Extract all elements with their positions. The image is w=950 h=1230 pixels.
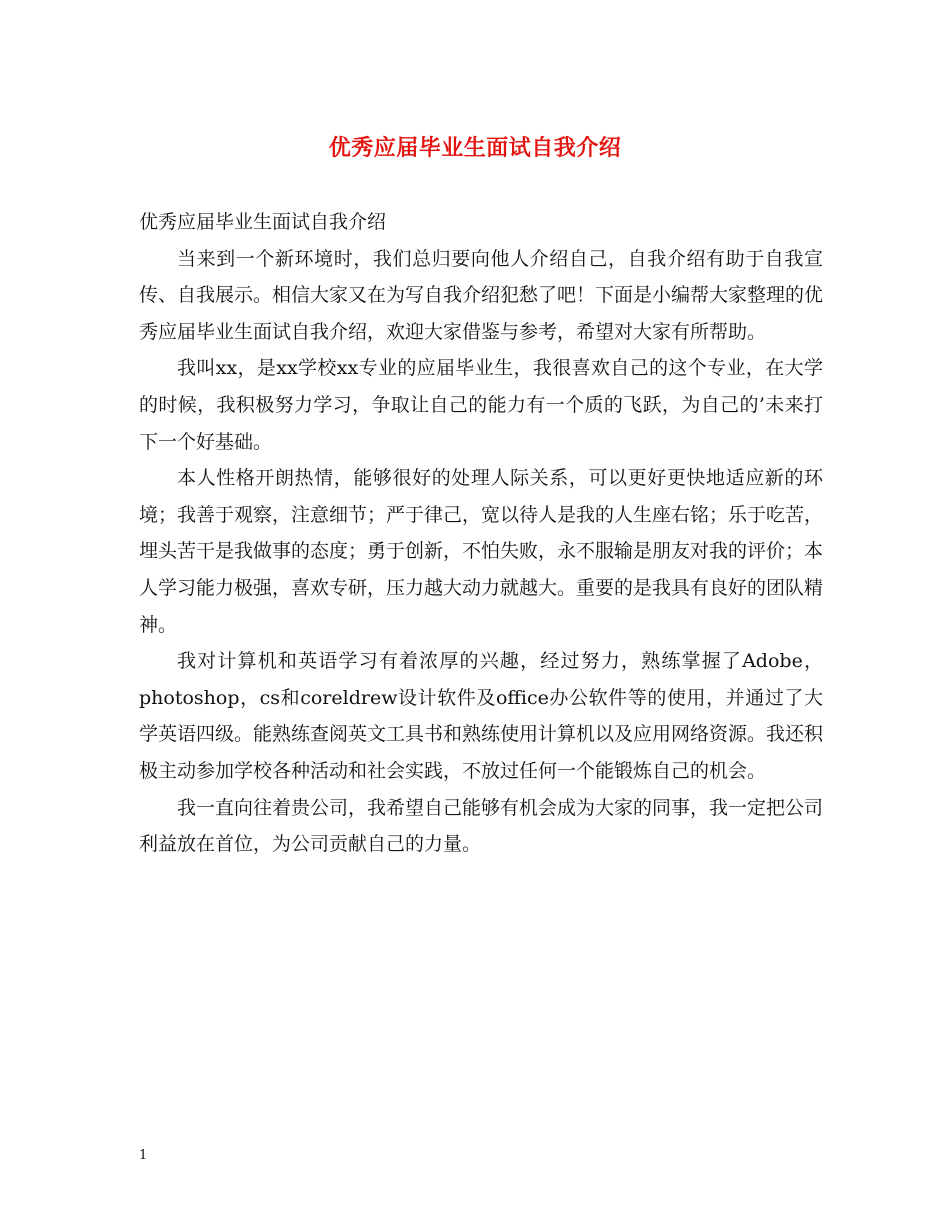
paragraph-skills: 我对计算机和英语学习有着浓厚的兴趣，经过努力，熟练掌握了Adobe，photoshop，cs和coreldrew设计软件及office办公软件等的使用，并通过了大学英语四级。能熟练查阅英文工具书和熟练使用计算机以及应用网络资源。我还积极主动参加学校各种活动和社会实践，不放过任何一个能锻炼自己的机会。 (139, 650, 824, 782)
paragraph-intro: 当来到一个新环境时，我们总归要向他人介绍自己，自我介绍有助于自我宣传、自我展示。相信大家又在为写自我介绍犯愁了吧！下面是小编帮大家整理的优秀应届毕业生面试自我介绍，欢迎大家借鉴与参考，希望对大家有所帮助。 (139, 247, 824, 343)
document-title: 优秀应届毕业生面试自我介绍 (328, 135, 622, 161)
paragraph-name-major: 我叫xx，是xx学校xx专业的应届毕业生，我很喜欢自己的这个专业，在大学的时候，我积极努力学习，争取让自己的能力有一个质的飞跃，为自己的’未来打下一个好基础。 (139, 357, 823, 453)
document-body (139, 204, 823, 863)
paragraph-closing: 我一直向往着贵公司，我希望自己能够有机会成为大家的同事，我一定把公司利益放在首位，为公司贡献自己的力量。 (139, 796, 824, 856)
page-number: 1 (139, 1148, 148, 1163)
document-subtitle: 优秀应届毕业生面试自我介绍 (139, 211, 387, 233)
paragraph-personality: 本人性格开朗热情，能够很好的处理人际关系，可以更好更快地适应新的环境；我善于观察，注意细节；严于律己，宽以待人是我的人生座右铭；乐于吃苦，埋头苦干是我做事的态度；勇于创新，不怕失败，永不服输是朋友对我的评价；本人学习能力极强，喜欢专研，压力越大动力就越大。重要的是我具有良好的团队精神。 (139, 467, 824, 636)
